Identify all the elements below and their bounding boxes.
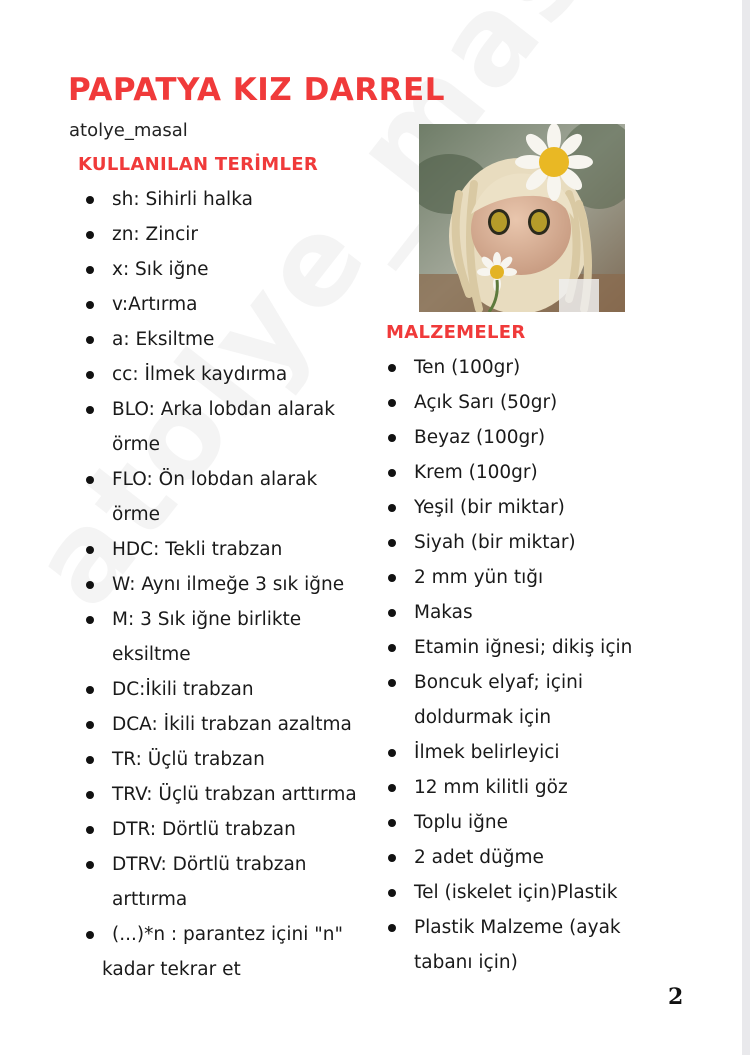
list-item: a: Eksiltme <box>86 322 386 357</box>
list-item: sh: Sihirli halka <box>86 182 386 217</box>
list-item: TRV: Üçlü trabzan arttırma <box>86 777 386 812</box>
list-item: Ten (100gr) <box>388 350 663 385</box>
list-item: Makas <box>388 595 663 630</box>
list-item: cc: İlmek kaydırma <box>86 357 386 392</box>
list-item: Siyah (bir miktar) <box>388 525 663 560</box>
list-item-continuation: doldurmak için <box>414 707 552 728</box>
list-item: Boncuk elyaf; içini <box>388 665 663 700</box>
list-item: Tel (iskelet için)Plastik <box>388 875 663 910</box>
list-item-continuation: örme <box>112 504 161 525</box>
list-item: 2 adet düğme <box>388 840 663 875</box>
list-item: DCA: İkili trabzan azaltma <box>86 707 386 742</box>
list-item: Krem (100gr) <box>388 455 663 490</box>
list-item: DTRV: Dörtlü trabzan <box>86 847 386 882</box>
list-item: 12 mm kilitli göz <box>388 770 663 805</box>
list-item: M: 3 Sık iğne birlikte <box>86 602 386 637</box>
page-number: 2 <box>668 984 684 1010</box>
list-item: DTR: Dörtlü trabzan <box>86 812 386 847</box>
list-item: zn: Zincir <box>86 217 386 252</box>
list-item: DC:İkili trabzan <box>86 672 386 707</box>
list-item: v:Artırma <box>86 287 386 322</box>
page-title: PAPATYA KIZ DARREL <box>68 72 445 108</box>
list-item-continuation: arttırma <box>112 889 188 910</box>
doll-photo <box>419 124 625 312</box>
list-item: Etamin iğnesi; dikiş için <box>388 630 663 665</box>
list-item: Plastik Malzeme (ayak <box>388 910 663 945</box>
list-item-continuation: eksiltme <box>112 644 191 665</box>
list-item-continuation: tabanı için) <box>414 952 518 973</box>
list-item: HDC: Tekli trabzan <box>86 532 386 567</box>
list-item: Yeşil (bir miktar) <box>388 490 663 525</box>
page-edge <box>742 0 750 1055</box>
list-item: Toplu iğne <box>388 805 663 840</box>
list-item: W: Aynı ilmeğe 3 sık iğne <box>86 567 386 602</box>
terms-heading: KULLANILAN TERİMLER <box>78 154 318 175</box>
list-item: (...)*n : parantez içini "n" <box>86 917 386 952</box>
list-item: BLO: Arka lobdan alarak <box>86 392 386 427</box>
list-item: TR: Üçlü trabzan <box>86 742 386 777</box>
list-item: Beyaz (100gr) <box>388 420 663 455</box>
list-item: İlmek belirleyici <box>388 735 663 770</box>
list-item: FLO: Ön lobdan alarak <box>86 462 386 497</box>
list-item: x: Sık iğne <box>86 252 386 287</box>
list-item-continuation: örme <box>112 434 161 455</box>
author-handle: atolye_masal <box>69 120 188 141</box>
list-item-continuation: kadar tekrar et <box>102 959 241 980</box>
materials-list <box>388 350 663 980</box>
terms-list <box>86 182 386 987</box>
list-item: 2 mm yün tığı <box>388 560 663 595</box>
list-item: Açık Sarı (50gr) <box>388 385 663 420</box>
materials-heading: MALZEMELER <box>386 322 526 343</box>
